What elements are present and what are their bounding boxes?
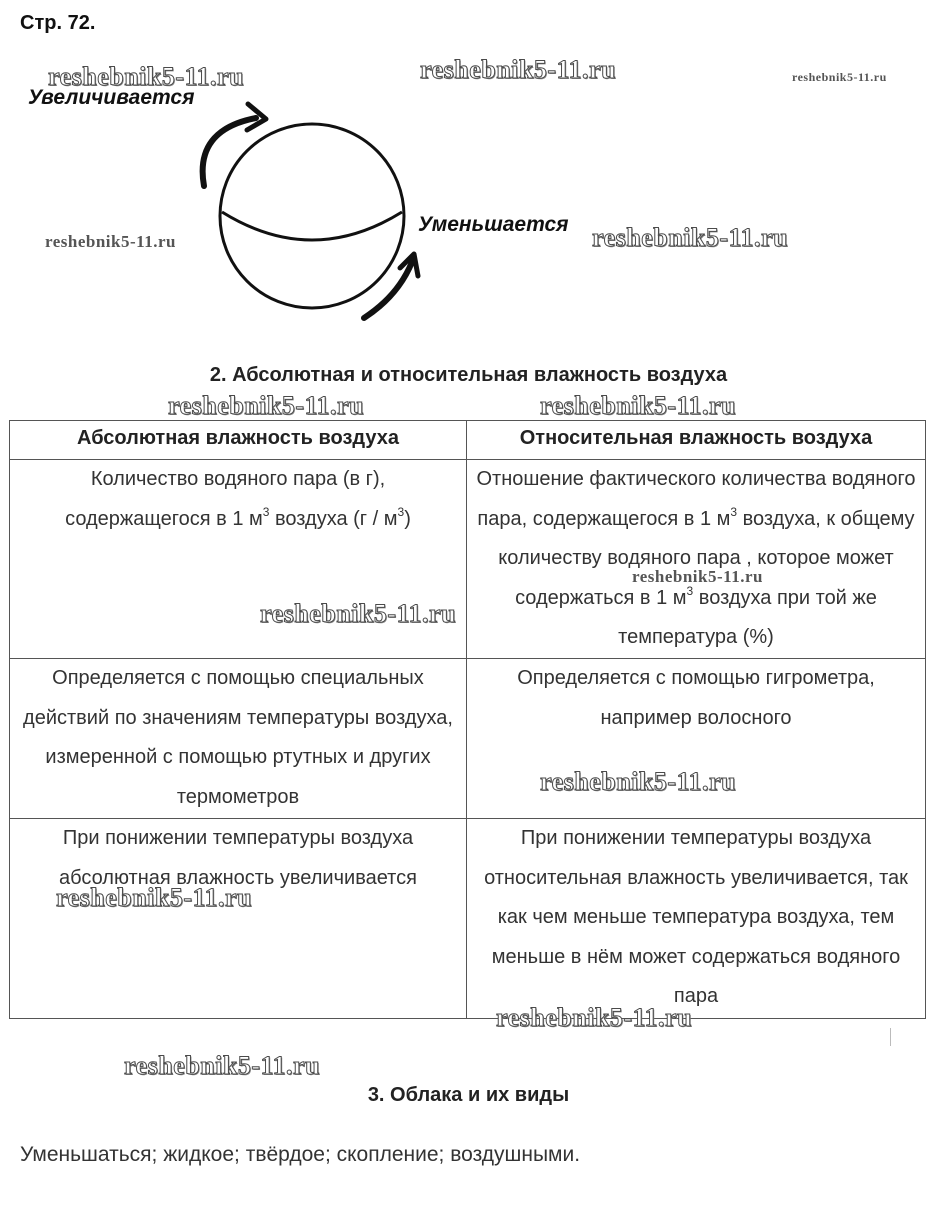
superscript: 3 [262,504,270,519]
cell-text: воздуха при той же температура (%) [618,586,877,648]
watermark: reshebnik5-11.ru [56,883,253,912]
watermark: reshebnik5-11.ru [592,223,789,252]
watermark: reshebnik5-11.ru [792,70,887,84]
superscript: 3 [730,504,738,519]
cell-absolute-change: При понижении температуры воздуха абсолютная влажность увеличивается [10,819,467,1019]
watermark: reshebnik5-11.ru [168,391,365,420]
watermark: reshebnik5-11.ru [124,1051,321,1080]
watermark: reshebnik5-11.ru [632,567,763,586]
table-row [10,460,926,659]
label-decrease: Уменьшается [418,213,569,236]
cell-text: содержащегося в 1 м [65,507,263,530]
cell-relative-change: При понижении температуры воздуха относительная влажность увеличивается, так как чем меньше температура воздуха, тем меньше в нём может содержаться водяного пара [467,819,926,1019]
section-3-title: 3. Облака и их виды [367,1084,570,1106]
cell-text: ) [404,507,411,530]
watermark: reshebnik5-11.ru [540,391,737,420]
watermark: reshebnik5-11.ru [496,1003,693,1032]
cell-text: Количество водяного пара (в г), [90,468,386,490]
stray-mark [890,1028,891,1046]
watermark: reshebnik5-11.ru [540,767,737,796]
page-number: Стр. 72. [20,12,96,34]
label-increase: Увеличивается [28,86,195,109]
table-row [10,819,926,1019]
cell-text: Отношение фактического количества водяного пара, содержащегося в 1 м [476,468,916,530]
cell-text: воздуха (г / м [269,507,398,530]
globe-circle [220,124,404,308]
cell-absolute-method: Определяется с помощью специальных действий по значениям температуры воздуха, измеренной с помощью ртутных и других термометров [10,659,467,819]
watermark: reshebnik5-11.ru [48,62,245,91]
globe-equator [222,212,402,240]
section-2-title: 2. Абсолютная и относительная влажность воздуха [209,364,728,386]
cell-relative-definition [467,460,926,659]
cell-text: воздуха, к общему количеству водяного пара , которое может содержаться в 1 м [498,507,915,609]
watermark: reshebnik5-11.ru [420,55,617,84]
watermark: reshebnik5-11.ru [45,232,176,251]
superscript: 3 [686,583,694,598]
table-row [10,659,926,819]
cell-relative-method: Определяется с помощью гигрометра, например волосного [467,659,926,819]
header-absolute: Абсолютная влажность воздуха [10,421,467,460]
globe-diagram [0,80,937,340]
superscript: 3 [397,504,405,519]
header-relative: Относительная влажность воздуха [467,421,926,460]
humidity-table [9,420,926,1019]
table-header-row [10,421,926,460]
watermark: reshebnik5-11.ru [260,599,457,628]
answer-text: Уменьшаться; жидкое; твёрдое; скопление; воздушными. [20,1143,581,1166]
